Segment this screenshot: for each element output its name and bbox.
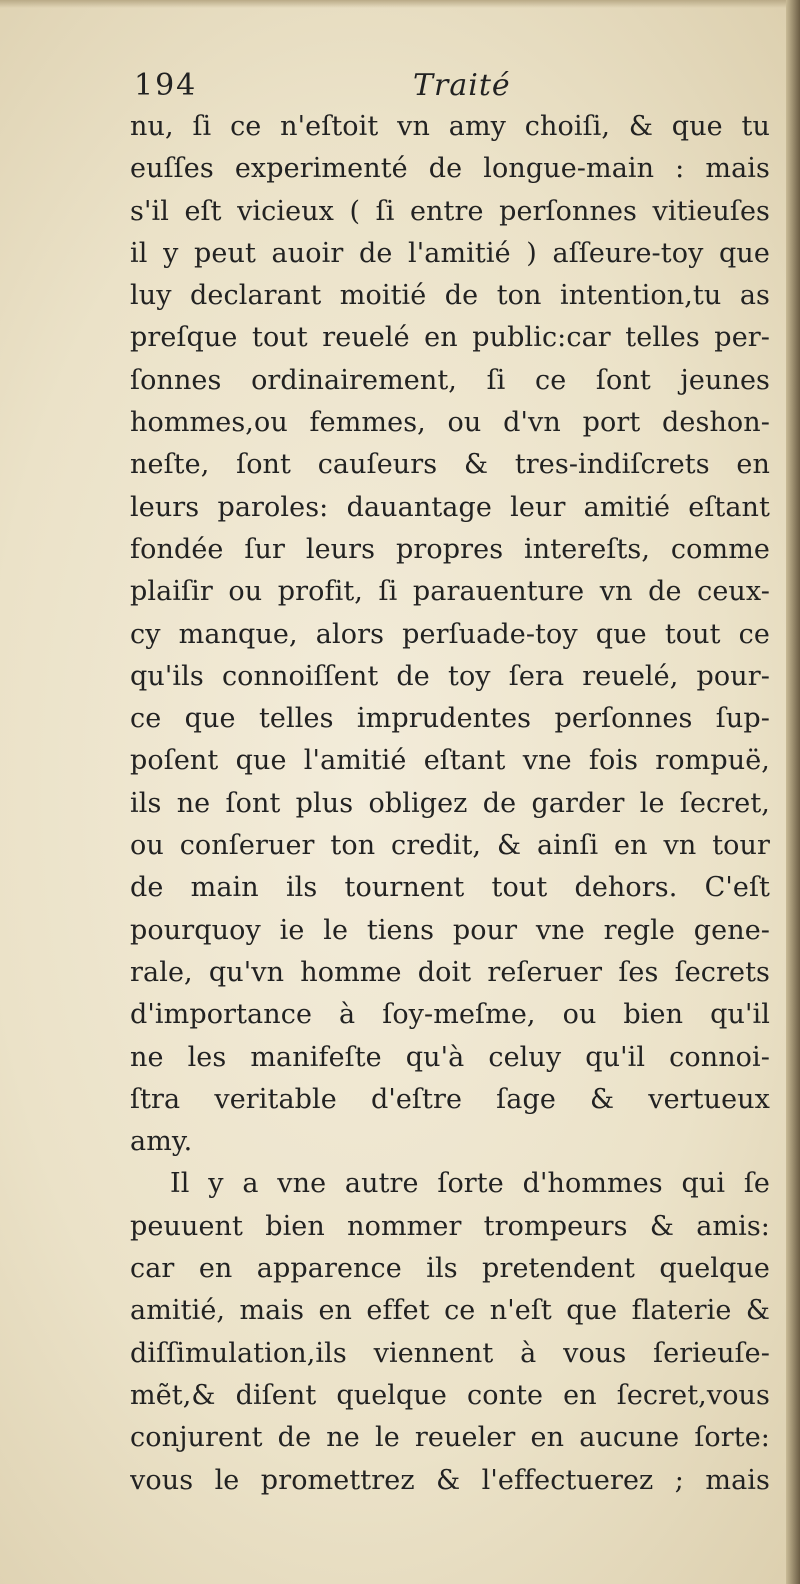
text-line: ſonnes ordinairement, ſi ce ſont jeunes [130,364,770,396]
text-line: ſtra veritable d'eſtre ſage & vertueux [130,1083,770,1115]
text-line: Il y a vne autre ſorte d'hommes qui ſe [170,1168,770,1200]
page-header [128,68,768,108]
text-line: plaiſir ou profit, ſi parauenture vn de ceux- [130,576,770,608]
text-line: ou conſeruer ton credit, & ainſi en vn tour [130,830,770,862]
text-line: mẽt,& diſent quelque conte en ſecret,vous [130,1379,770,1411]
text-line: il y peut auoir de l'amitié ) aſſeure-toy que [130,237,770,269]
text-line: car en apparence ils pretendent quelque [130,1253,770,1285]
body-text [130,106,770,1502]
text-line: preſque tout reuelé en public:car telles per- [130,322,770,354]
text-line: ne les manifeſte qu'à celuy qu'il connoi- [130,1041,770,1073]
text-line: neſte, ſont cauſeurs & tres-indiſcrets en [130,449,770,481]
text-line: d'importance à ſoy-meſme, ou bien qu'il [130,999,770,1031]
text-line: fondée ſur leurs propres intereſts, comme [130,533,770,565]
text-line: diſſimulation,ils viennent à vous ſerieuſe- [130,1337,770,1369]
text-line: rale, qu'vn homme doit reſeruer ſes ſecrets [130,956,770,988]
text-line: cy manque, alors perſuade-toy que tout ce [130,618,770,650]
text-line: leurs paroles: dauantage leur amitié eſtant [130,491,770,523]
text-line: conjurent de ne le reueler en aucune ſorte: [130,1422,770,1454]
text-line: de main ils tournent tout dehors. C'eſt [130,872,770,904]
text-line: nu, ſi ce n'eſtoit vn amy choiſi, & que tu [130,111,770,142]
text-line: euſſes experimenté de longue-main : mais [130,153,770,185]
text-line: vous le promettrez & l'effectuerez ; mais [130,1464,770,1496]
page-binding-edge [786,0,800,1584]
page-number: 194 [134,68,198,103]
text-line: peuuent bien nommer trompeurs & amis: [130,1210,770,1242]
text-line: ils ne ſont plus obligez de garder le ſecret, [130,787,770,819]
text-line: s'il eſt vicieux ( ſi entre perſonnes vitieuſes [130,195,770,227]
text-line: qu'ils connoiſſent de toy ſera reuelé, pour- [130,660,770,692]
text-line: pourquoy ie le tiens pour vne regle gene- [130,914,770,946]
running-head: Traité [413,68,511,103]
text-line: luy declarant moitié de ton intention,tu as [130,280,770,312]
text-line: amy. [130,1126,193,1158]
text-line: amitié, mais en effet ce n'eſt que flaterie & [130,1295,770,1327]
page-top-shadow [0,0,800,8]
text-line: ce que telles imprudentes perſonnes ſup- [130,703,770,735]
text-line: hommes,ou femmes, ou d'vn port deshon- [130,407,770,439]
text-line: poſent que l'amitié eſtant vne fois rompuë, [130,745,770,777]
